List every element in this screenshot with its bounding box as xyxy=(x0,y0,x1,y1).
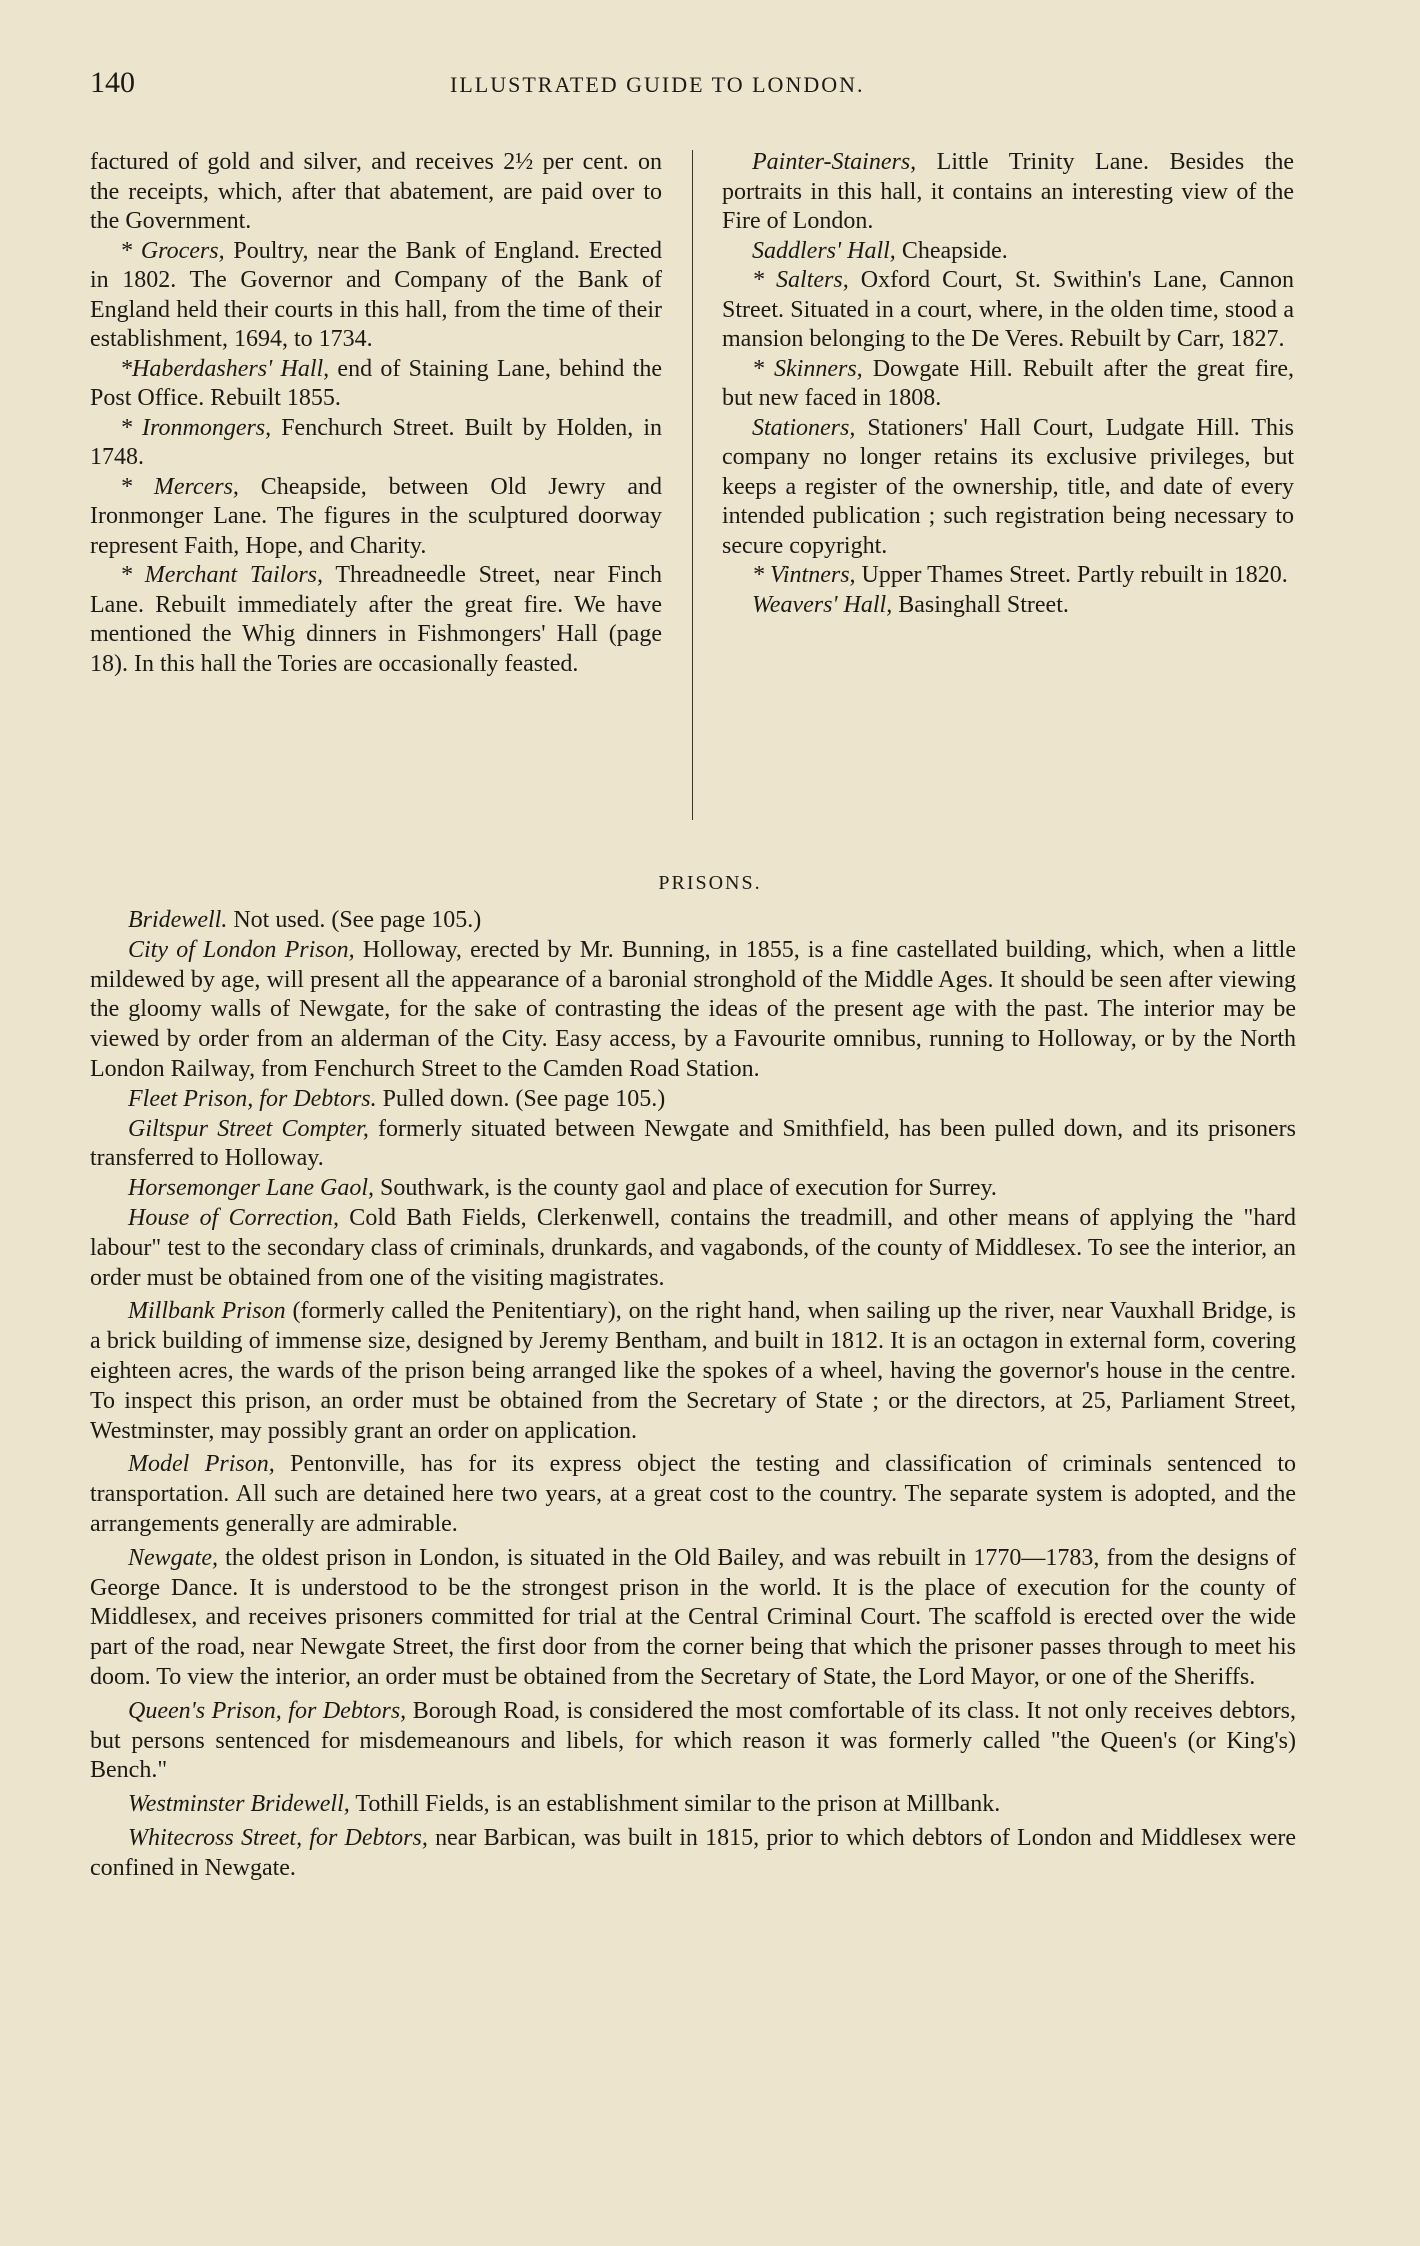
entry-weavers: Weavers' Hall, Basinghall Street. xyxy=(752,591,1069,618)
entry-house-of-correction: House of Correction, Cold Bath Fields, Clerkenwell, contains the treadmill, and other means of applying the "hard labour" test to the secondary class of criminals, drunkards, and vagabonds, of the county of Middlesex. To see the interior, an order must be obtained from one of the visiting magistrates. xyxy=(90,1204,1296,1291)
page-number: 140 xyxy=(90,66,135,99)
entry-model-prison: Model Prison, Pentonville, has for its express object the testing and classification of criminals sentenced to transportation. All such are detained here two years, at a great cost to the country. The separate system is adopted, and the arrangements generally are admirable. xyxy=(90,1451,1296,1537)
column-divider xyxy=(692,150,693,820)
entry-whitecross-street: Whitecross Street, for Debtors, near Barbican, was built in 1815, prior to which debtors of London and Middlesex were confined in Newgate. xyxy=(90,1824,1296,1881)
entry-giltspur-street-compter: Giltspur Street Compter, formerly situated between Newgate and Smithfield, has been pulled down, and its prisoners transferred to Holloway. xyxy=(90,1115,1296,1172)
running-title: ILLUSTRATED GUIDE TO LONDON. xyxy=(450,72,865,97)
running-head xyxy=(90,66,1300,106)
right-column xyxy=(722,148,1294,620)
left-column xyxy=(90,148,662,679)
entry-haberdashers: *Haberdashers' Hall, end of Staining Lane, behind the Post Office. Rebuilt 1855. xyxy=(90,355,662,411)
entry-queens-prison: Queen's Prison, for Debtors, Borough Road, is considered the most comfortable of its class. It not only receives debtors, but persons sentenced for misdemeanours and libels, for which reason it was formerly called "the Queen's (or King's) Bench." xyxy=(90,1697,1296,1784)
entry-grocers: * Grocers, Poultry, near the Bank of England. Erected in 1802. The Governor and Company of the Bank of England held their courts in this hall, from the time of their establishment, 1694, to 1734. xyxy=(90,237,662,352)
entry-city-of-london-prison: City of London Prison, Holloway, erected by Mr. Bunning, in 1855, is a fine castellated building, which, when a little mildewed by age, will present all the appearance of a baronial stronghold of the Middle Ages. It should be seen after viewing the gloomy walls of Newgate, for the sake of contrasting the ideas of the present age with the past. The interior may be viewed by order from an alderman of the City. Easy access, by a Favourite omnibus, running to Holloway, or by the North London Railway, from Fenchurch Street to the Camden Road Station. xyxy=(90,936,1296,1082)
entry-westminster-bridewell: Westminster Bridewell, Tothill Fields, is an establishment similar to the prison at Millbank. xyxy=(128,1791,1001,1818)
entry-merchant-tailors: * Merchant Tailors, Threadneedle Street, near Finch Lane. Rebuilt immediately after the great fire. We have mentioned the Whig dinners in Fishmongers' Hall (page 18). In this hall the Tories are occasionally feasted. xyxy=(90,562,663,677)
entry-painter-stainers: Painter-Stainers, Little Trinity Lane. Besides the portraits in this hall, it contains an interesting view of the Fire of London. xyxy=(722,149,1294,234)
prisons-section xyxy=(90,906,1296,1884)
entry-horsemonger-lane-gaol: Horsemonger Lane Gaol, Southwark, is the county gaol and place of execution for Surrey. xyxy=(128,1175,997,1202)
entry-millbank-prison: Millbank Prison (formerly called the Penitentiary), on the right hand, when sailing up the river, near Vauxhall Bridge, is a brick building of immense size, designed by Jeremy Bentham, and built in 1812. It is an octagon in external form, covering eighteen acres, the wards of the prison being arranged like the spokes of a wheel, having the governor's house in the centre. To inspect this prison, an order must be obtained from the Secretary of State ; or the directors, at 25, Parliament Street, Westminster, may possibly grant an order on application. xyxy=(90,1298,1297,1444)
entry-mercers: * Mercers, Cheapside, between Old Jewry and Ironmonger Lane. The figures in the sculptured doorway represent Faith, Hope, and Charity. xyxy=(90,473,662,559)
paragraph: factured of gold and silver, and receives 2½ per cent. on the receipts, which, after that abatement, are paid over to the Government. xyxy=(90,149,662,234)
entry-salters: * Salters, Oxford Court, St. Swithin's Lane, Cannon Street. Situated in a court, where, in the olden time, stood a mansion belonging to the De Veres. Rebuilt by Carr, 1827. xyxy=(722,267,1294,352)
entry-vintners: * Vintners, Upper Thames Street. Partly rebuilt in 1820. xyxy=(752,562,1288,588)
entry-ironmongers: * Ironmongers, Fenchurch Street. Built by Holden, in 1748. xyxy=(90,414,663,470)
entry-saddlers: Saddlers' Hall, Cheapside. xyxy=(752,237,1008,264)
section-heading: PRISONS. xyxy=(658,872,762,894)
entry-stationers: Stationers, Stationers' Hall Court, Ludgate Hill. This company no longer retains its exclusive privileges, but keeps a register of the ownership, title, and date of every intended publication ; such registration being necessary to secure copyright. xyxy=(722,414,1294,559)
entry-skinners: * Skinners, Dowgate Hill. Rebuilt after the great fire, but new faced in 1808. xyxy=(722,355,1294,411)
entry-fleet-prison: Fleet Prison, for Debtors. Pulled down. (See page 105.) xyxy=(128,1085,666,1112)
entry-bridewell: Bridewell. Not used. (See page 105.) xyxy=(128,907,482,933)
entry-newgate: Newgate, the oldest prison in London, is situated in the Old Bailey, and was rebuilt in 1770—1783, from the designs of George Dance. It is understood to be the strongest prison in the world. It is the place of execution for the county of Middlesex, and receives prisoners committed for trial at the Central Criminal Court. The scaffold is erected over the wide part of the road, near Newgate Street, the first door from the corner being that which the prisoner passes through to meet his doom. To view the interior, an order must be obtained from the Secretary of State, the Lord Mayor, or one of the Sheriffs. xyxy=(90,1544,1296,1690)
